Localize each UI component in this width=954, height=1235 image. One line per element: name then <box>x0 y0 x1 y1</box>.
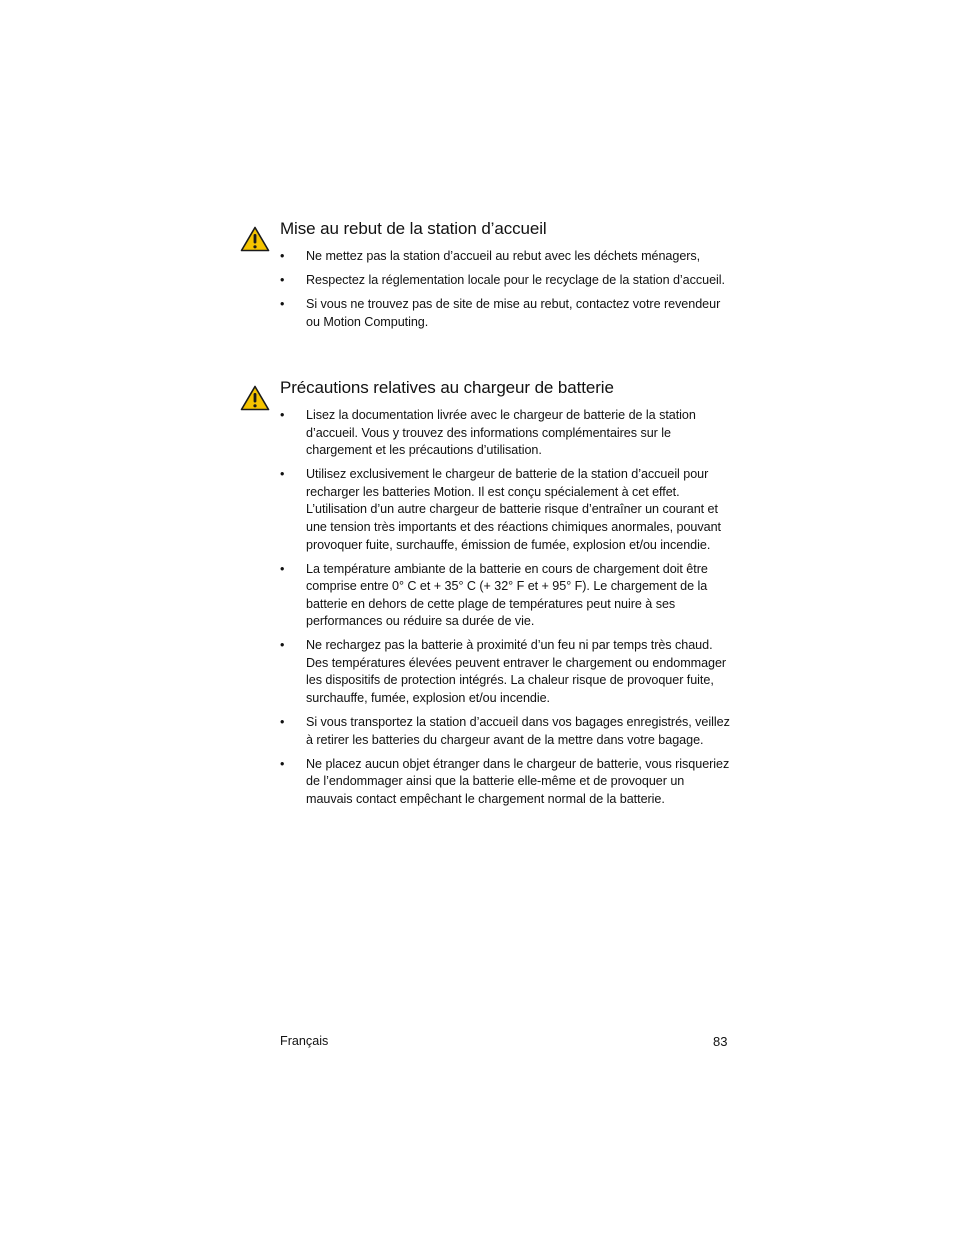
list-item-text: Respectez la réglementation locale pour le recyclage de la station d’accueil. <box>306 272 725 287</box>
list-item <box>280 407 732 460</box>
list-item-text: Si vous ne trouvez pas de site de mise au rebut, contactez votre revendeur ou Motion Computing. <box>306 296 721 329</box>
section-title: Mise au rebut de la station d’accueil <box>280 219 547 238</box>
bullet-mark: • <box>280 756 285 771</box>
page-number: 83 <box>713 1034 728 1049</box>
list-item-text: Si vous transportez la station d’accueil dans vos bagages enregistrés, veillez à retirer les batteries du chargeur avant de la mettre dans votre bagage. <box>306 715 730 747</box>
bullet-mark: • <box>280 561 285 576</box>
section-disposal <box>240 219 740 329</box>
warning-triangle-icon <box>240 385 270 411</box>
list-item-text: Ne placez aucun objet étranger dans le chargeur de batterie, vous risqueriez de l’endommager ainsi que la batterie elle-même et de provoquer un mauvais contact empêchant le chargement normal de la batterie. <box>306 756 730 806</box>
list-item <box>280 714 732 749</box>
bullet-mark: • <box>280 715 285 730</box>
section-charger-precautions <box>240 378 740 806</box>
bullet-mark: • <box>280 638 285 653</box>
list-item <box>280 561 732 631</box>
list-item <box>280 756 732 809</box>
bullet-mark: • <box>280 408 285 422</box>
list-item-text: Utilisez exclusivement le chargeur de batterie de la station d’accueil pour recharger les batteries Motion. Il est conçu spécialement à cet effet. L’utilisation d’un autre chargeur de batterie risque d’entraîner un courant et une tension très importants et des réactions chimiques anormales, pouvant provoquer fuite, surchauffe, émission de fumée, explosion et/ou incendie. <box>306 467 721 552</box>
footer-language: Français <box>280 1034 329 1048</box>
list-item-text: La température ambiante de la batterie en cours de chargement doit être comprise entre 0° C et + 35° C (+ 32° F et + 95° F). Le chargement de la batterie en dehors de cette plage de températures peut nuire à ses performances ou réduire sa durée de vie. <box>306 561 708 629</box>
bullet-list <box>280 248 732 338</box>
bullet-mark: • <box>280 296 285 311</box>
bullet-mark: • <box>280 272 285 287</box>
bullet-mark: • <box>280 467 285 482</box>
section-title: Précautions relatives au chargeur de batterie <box>280 378 614 397</box>
list-item-text: Ne rechargez pas la batterie à proximité d’un feu ni par temps très chaud. Des températures élevées peuvent entraver le chargement ou endommager les dispositifs de protection intégrés. La chaleur risque de provoquer fuite, surchauffe, fumée, explosion et/ou incendie. <box>306 638 727 706</box>
section-heading-row <box>240 219 740 245</box>
list-item <box>280 296 732 331</box>
list-item <box>280 248 732 266</box>
list-item <box>280 272 732 290</box>
list-item <box>280 466 732 554</box>
warning-triangle-icon <box>240 226 270 252</box>
list-item-text: Ne mettez pas la station d’accueil au rebut avec les déchets ménagers, <box>306 249 701 263</box>
bullet-list <box>280 407 732 815</box>
list-item <box>280 637 732 707</box>
section-heading-row <box>240 378 740 404</box>
bullet-mark: • <box>280 249 285 263</box>
list-item-text: Lisez la documentation livrée avec le chargeur de batterie de la station d’accueil. Vous y trouvez des informations complémentaires sur le chargement et les précautions d’utilisation. <box>306 408 696 458</box>
